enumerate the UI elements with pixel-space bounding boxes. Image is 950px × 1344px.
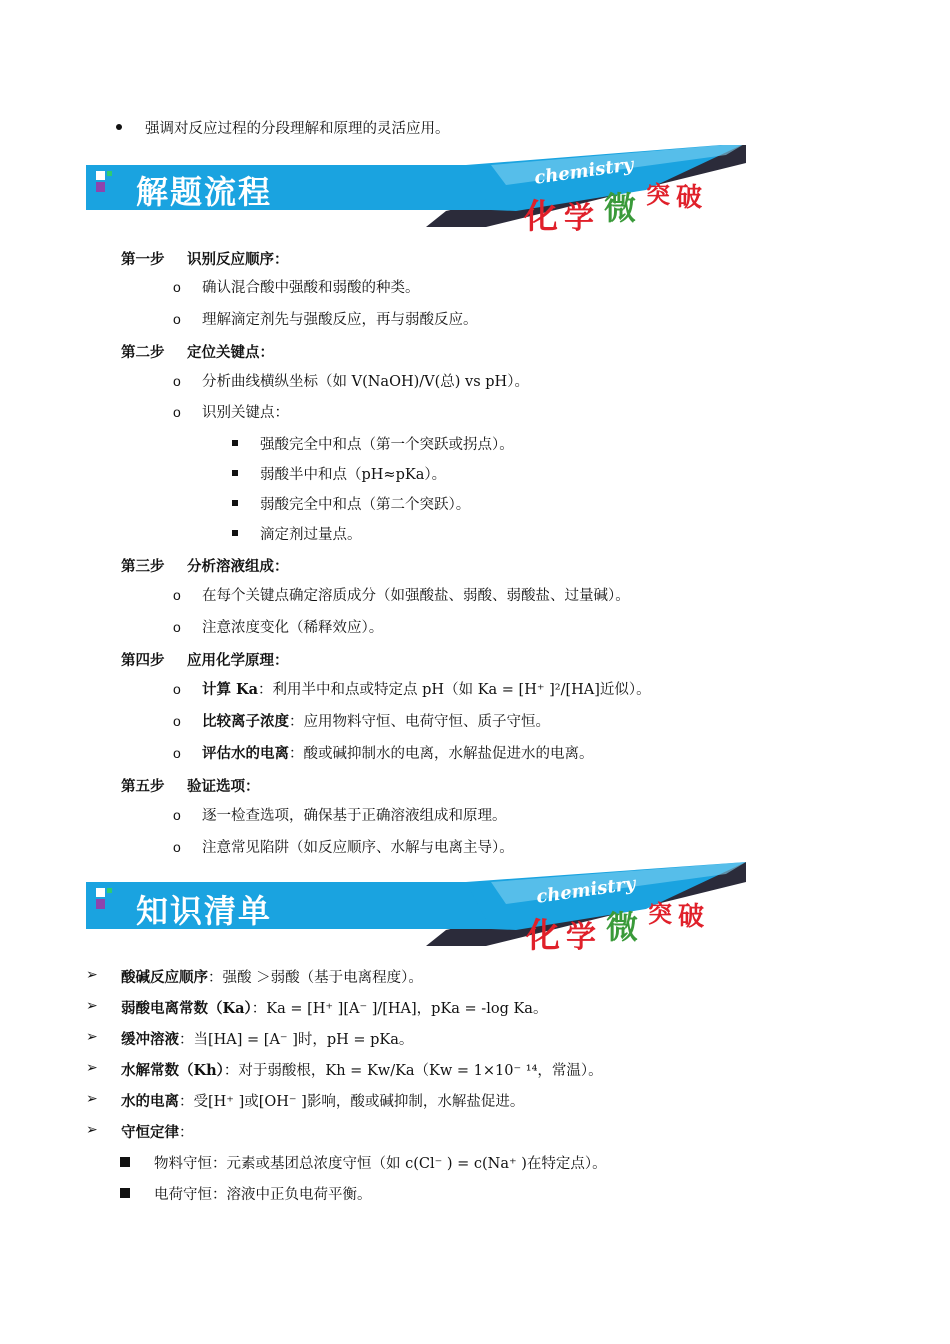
knowledge-item [121, 966, 423, 987]
banner-title: 解题流程 [136, 173, 273, 211]
arrow-marker: ➢ [86, 1091, 98, 1107]
knowledge-text: ：当[HA] = [A⁻ ]时，pH = pKa。 [179, 1032, 414, 1048]
step-title: 应用化学原理： [187, 652, 289, 669]
o-marker: o [173, 587, 181, 603]
o-marker: o [173, 619, 181, 635]
knowledge-text: ： [179, 1125, 194, 1141]
knowledge-bold: 弱酸电离常数（Ka） [121, 1000, 252, 1017]
logo-char-3: 微 [604, 189, 637, 227]
logo-char-1: 化 [526, 916, 560, 956]
logo-chemistry-text: chemistry [533, 154, 635, 189]
knowledge-item [121, 1090, 524, 1111]
list-item: 识别关键点： [202, 405, 289, 421]
arrow-marker: ➢ [86, 1029, 98, 1045]
arrow-marker: ➢ [86, 1122, 98, 1138]
square-marker [232, 530, 238, 536]
knowledge-sub-item: 电荷守恒：溶液中正负电荷平衡。 [154, 1187, 372, 1203]
square-marker [120, 1157, 130, 1167]
step-label: 第一步 [121, 251, 165, 268]
o-marker: o [173, 807, 181, 823]
knowledge-bold: 酸碱反应顺序 [121, 969, 208, 986]
square-marker [232, 440, 238, 446]
logo-char-4: 突 [646, 181, 670, 209]
section-banner-solving [86, 145, 746, 240]
o-marker: o [173, 373, 181, 389]
logo-char-2: 学 [564, 201, 594, 236]
knowledge-sub-item: 物料守恒：元素或基团总浓度守恒（如 c(Cl⁻ ) = c(Na⁺ )在特定点）。 [154, 1156, 607, 1172]
list-item: 注意常见陷阱（如反应顺序、水解与电离主导）。 [202, 840, 514, 856]
list-item-text: ：应用物料守恒、电荷守恒、质子守恒。 [289, 714, 550, 730]
step-title: 定位关键点： [187, 344, 274, 361]
knowledge-text: ：强酸 ＞弱酸（基于电离程度）。 [208, 970, 423, 986]
step-title: 分析溶液组成： [187, 558, 289, 575]
square-marker [120, 1188, 130, 1198]
knowledge-item [121, 1028, 413, 1049]
square-marker [232, 470, 238, 476]
banner-title: 知识清单 [136, 892, 273, 930]
o-marker: o [173, 681, 181, 697]
knowledge-bold: 水的电离 [121, 1093, 179, 1110]
list-item [202, 710, 550, 731]
o-marker: o [173, 279, 181, 295]
knowledge-bold: 缓冲溶液 [121, 1031, 179, 1048]
step-label: 第五步 [121, 778, 165, 795]
logo-char-5: 破 [678, 902, 705, 932]
list-item: 在每个关键点确定溶质成分（如强酸盐、弱酸、弱酸盐、过量碱）。 [202, 588, 630, 604]
knowledge-item [121, 1121, 194, 1142]
square-marker [232, 500, 238, 506]
step-title: 识别反应顺序： [187, 251, 289, 268]
arrow-marker: ➢ [86, 998, 98, 1014]
knowledge-bold: 守恒定律 [121, 1124, 179, 1141]
logo-chemistry-text: chemistry [535, 873, 637, 908]
list-item-text: ：利用半中和点或特定点 pH（如 Ka = [H⁺ ]²/[HA]近似）。 [258, 682, 651, 698]
knowledge-bold: 水解常数（Kh） [121, 1062, 224, 1079]
sub-list-item: 强酸完全中和点（第一个突跃或拐点）。 [260, 437, 514, 453]
logo-char-5: 破 [676, 183, 703, 213]
step-title: 验证选项： [187, 778, 260, 795]
bullet-dot [116, 124, 122, 130]
knowledge-text: ：受[H⁺ ]或[OH⁻ ]影响，酸或碱抑制，水解盐促进。 [179, 1094, 525, 1110]
knowledge-text: ：Ka = [H⁺ ][A⁻ ]/[HA]，pKa = -log Ka。 [251, 1001, 548, 1017]
intro-text: 强调对反应过程的分段理解和原理的灵活应用。 [145, 121, 450, 137]
o-marker: o [173, 311, 181, 327]
list-item-bold: 计算 Ka [202, 681, 259, 698]
list-item: 分析曲线横纵坐标（如 V(NaOH)/V(总) vs pH）。 [202, 374, 529, 390]
section-banner-knowledge [86, 862, 746, 957]
list-item [202, 678, 651, 699]
list-item-bold: 评估水的电离 [202, 745, 289, 762]
arrow-marker: ➢ [86, 967, 98, 983]
step-label: 第二步 [121, 344, 165, 361]
knowledge-item [121, 997, 547, 1018]
list-item: 逐一检查选项，确保基于正确溶液组成和原理。 [202, 808, 507, 824]
list-item: 确认混合酸中强酸和弱酸的种类。 [202, 280, 420, 296]
o-marker: o [173, 404, 181, 420]
sub-list-item: 滴定剂过量点。 [260, 527, 362, 543]
step-label: 第四步 [121, 652, 165, 669]
list-item-bold: 比较离子浓度 [202, 713, 289, 730]
sub-list-item: 弱酸半中和点（pH≈pKa）。 [260, 467, 447, 483]
list-item-text: ：酸或碱抑制水的电离，水解盐促进水的电离。 [289, 746, 594, 762]
arrow-marker: ➢ [86, 1060, 98, 1076]
logo-char-3: 微 [606, 908, 639, 946]
o-marker: o [173, 713, 181, 729]
logo-char-1: 化 [524, 197, 558, 237]
logo-char-4: 突 [648, 900, 672, 928]
knowledge-item [121, 1059, 603, 1080]
list-item [202, 742, 594, 763]
list-item: 注意浓度变化（稀释效应）。 [202, 620, 384, 636]
o-marker: o [173, 839, 181, 855]
list-item: 理解滴定剂先与强酸反应，再与弱酸反应。 [202, 312, 478, 328]
sub-list-item: 弱酸完全中和点（第二个突跃）。 [260, 497, 471, 513]
o-marker: o [173, 745, 181, 761]
step-label: 第三步 [121, 558, 165, 575]
knowledge-text: ：对于弱酸根，Kh = Kw/Ka（Kw = 1×10⁻ ¹⁴，常温）。 [223, 1063, 603, 1079]
logo-char-2: 学 [566, 920, 596, 955]
